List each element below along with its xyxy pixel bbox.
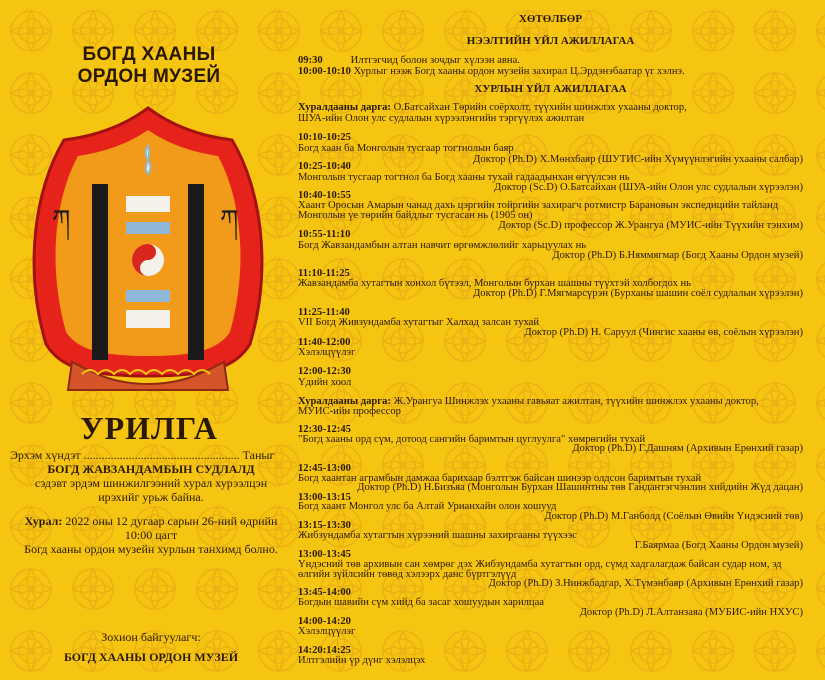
chair-1-line2: ШУА-ийн Олон улс судлалын хүрээлэнгийн тэргүүлэх ажилтан	[298, 113, 585, 124]
talk-15-title: Хэлэлцүүлэг	[298, 626, 356, 637]
session-title: ХУРЛЫН ҮЙЛ АЖИЛЛАГАА	[474, 83, 627, 95]
chair-text: О.Батсайхан Төрийн соёрхолт, түүхийн шинжлэх ухааны доктор,	[393, 102, 687, 113]
chair-label: Хуралдааны дарга:	[298, 102, 391, 113]
text: Илтгэгчид болон зочдыг хүлээн авна.	[350, 55, 520, 66]
chair-1	[298, 102, 803, 113]
lunch-time: 12:00-12:30	[298, 366, 351, 377]
opening-title: НЭЭЛТИЙН ҮЙЛ АЖИЛЛАГАА	[466, 35, 635, 47]
dear-line	[10, 448, 292, 462]
talk-2-time: 10:25-10:40	[298, 161, 351, 172]
text: Хурлыг нээж Богд хааны ордон музейн захирал Ц.Эрдэнэбаатар үг хэлнэ.	[353, 66, 685, 77]
talk-13-time: 13:00-13:45	[298, 549, 351, 560]
invite-line1: сэдэвт эрдэм шинжилгээний хурал хурээлцэн	[34, 476, 268, 490]
talk-10-author: Доктор (Ph.D) Н.Бизъяа (Монголын Бурхан Шашинтны төв Гандантэгчэнлин хийдийн Жүд дацан)	[357, 482, 803, 493]
dear-suffix: Таныг	[242, 448, 275, 462]
talk-5-time: 11:10-11:25	[298, 268, 350, 279]
time-text: 2022 оны 12 дугаар сарын 26-ний өдрийн	[65, 514, 278, 528]
organizer-name: БОГД ХААНЫ ОРДОН МУЗЕЙ	[63, 650, 239, 664]
place-text: Богд хааны ордон музейн хурлын танхимд болно.	[24, 542, 278, 556]
talk-11-time: 13:00-13:15	[298, 492, 351, 503]
talk-6-title: VII Богд Живзундамба хутагтыг Халхад залсан тухай	[298, 317, 540, 328]
talk-3-time: 10:40-10:55	[298, 190, 351, 201]
talk-1-title: Богд хаан ба Монголын тусгаар тогтнолын баяр	[298, 143, 514, 154]
organizer-label: Зохион байгуулагч:	[101, 630, 201, 644]
conference-name: БОГД ЖАВЗАНДАМБЫН СУДЛАЛД	[47, 462, 255, 476]
talk-3-title-2: Монголын үе төрийн байдлыг тусгасан нь (1905 он)	[298, 210, 533, 221]
time-label: Хурал:	[24, 514, 63, 528]
talk-11-title: Богд хаант Монгол улс ба Алтай Урианхайн олон хошууд	[298, 501, 557, 512]
svg-text:ཀ: ཀ	[220, 205, 239, 235]
talk-5-author: Доктор (Ph.D) Г.Мягмарсүрэн (Бурханы шашин соёл судлалын хүрээлэн)	[473, 288, 803, 299]
talk-12-author: Г.Баярмаа (Богд Хааны Ордон музей)	[634, 540, 803, 551]
talk-2-title: Монголын тусгаар тогтнол ба Богд хааны тухай гадаадынхан өгүүлсэн нь	[298, 172, 630, 183]
program-title: ХӨТӨЛБӨР	[518, 13, 583, 25]
talk-10-title: Богд хаантан аграмбын дамжаа барихаар бэлтгэж байсан шинээр олдсон баримтын тухай	[298, 473, 702, 484]
chair-2-line2: МУИС-ийн профессор	[298, 406, 401, 417]
talk-3-author: Доктор (Sc.D) профессор Ж.Урангуа (МУИС-ийн Түүхийн тэнхим)	[498, 220, 803, 231]
talk-11-author: Доктор (Ph.D) М.Ганболд (Соёлын Өвийн Үндэсний төв)	[544, 511, 803, 522]
talk-10-time: 12:45-13:00	[298, 463, 351, 474]
talk-3-title: Хаант Оросын Амарын чанад дахь цэргийн тойргийн захирагч ротмистр Барановын экспедицийн тайланд	[298, 200, 779, 211]
museum-title-line2: ОРДОН МУЗЕЙ	[77, 66, 221, 87]
talk-7-title: Хэлэлцүүлэг	[298, 347, 356, 358]
talk-6-time: 11:25-11:40	[298, 307, 350, 318]
invitation-title: УРИЛГА	[80, 410, 218, 446]
talk-14-author: Доктор (Ph.D) Л.Алтанзаяа (МУБИС-ийн НХУС)	[579, 607, 803, 618]
talk-2-author: Доктор (Sc.D) О.Батсайхан (ШУА-ийн Олон улс судлалын хүрээлэн)	[494, 182, 803, 193]
dear-dots: ....................................................	[83, 448, 240, 462]
talk-13-title-2: өлгийн зүйлсийн төвөд хэлээрх данс бүртгэлүүд	[298, 569, 517, 580]
talk-4-time: 10:55-11:10	[298, 229, 351, 240]
talk-15-time: 14:00-14:20	[298, 616, 351, 627]
talk-12-time: 13:15-13:30	[298, 520, 351, 531]
chair-text: Ж.Урангуа Шинжлэх ухааны гавьяат ажилтан, түүхийн шинжлэх ухааны доктор,	[393, 396, 759, 407]
talk-12-title: Жибзундамба хутагтын хүрээний шашны захиргааны түүхээс	[298, 530, 577, 541]
opening-item-1	[298, 55, 803, 66]
talk-4-author: Доктор (Ph.D) Б.Няммягмар (Богд Хааны Ордон музей)	[552, 250, 803, 261]
lunch-title: Үдийн хоол	[298, 377, 352, 388]
talk-9-time: 12:30-12:45	[298, 424, 351, 435]
talk-1-author: Доктор (Ph.D) Х.Мөнхбаяр (ШУТИС-ийн Хүмүүнлэгийн ухааны салбар)	[473, 154, 803, 165]
dear-prefix: Эрхэм хүндэт	[10, 448, 81, 462]
time-text2: 10:00 цагт	[124, 528, 178, 542]
talk-16-title: Илтгэлийн үр дүнг хэлэлцэх	[298, 655, 426, 666]
talk-13-author: Доктор (Ph.D) З.Нинжбадгар, Х.Түмэнбаяр (Архивын Ерөнхий газар)	[488, 578, 803, 589]
talk-7-time: 11:40-12:00	[298, 337, 351, 348]
invite-line2: ирэхийг урьж байна.	[98, 490, 204, 504]
time: 10:00-10:10	[298, 66, 351, 77]
svg-text:ཀ: ཀ	[52, 205, 71, 235]
chair-label: Хуралдааны дарга:	[298, 396, 391, 407]
museum-title	[0, 44, 298, 88]
museum-title-line1: БОГД ХААНЫ	[82, 44, 216, 65]
meeting-time	[10, 514, 292, 528]
talk-6-author: Доктор (Ph.D) Н. Саруул (Чингис хааны өв, соёлын хүрээлэн)	[524, 327, 803, 338]
talk-14-title: Богдын шавийн сүм хийд ба засаг хошуудын харилцаа	[298, 597, 545, 608]
talk-4-title: Богд Жавзандамбын алтан навчит өргөмжлөлийг харьцуулах нь	[298, 240, 587, 251]
talk-9-author: Доктор (Ph.D) Г.Дашням (Архивын Ерөнхий газар)	[572, 443, 803, 454]
invitation-panel	[0, 0, 298, 680]
time: 09:30	[298, 55, 323, 66]
talk-13-title: Үндэсний төв архивын сан хөмрөг дэх Жибзундамба хутагтын орд, сүмд хадгалагдаж байсан судар ном, эд	[298, 559, 782, 570]
talk-1-time: 10:10-10:25	[298, 132, 351, 143]
talk-9-title: "Богд хааны орд сүм, дотоод сангийн баримтын цуглуулга" хөмрөгийн тухай	[298, 434, 646, 445]
talk-14-time: 13:45-14:00	[298, 587, 351, 598]
talk-16-time: 14:20:14:25	[298, 645, 351, 656]
bogd-throne-robe-image	[22, 100, 274, 396]
talk-5-title: Жавзандамба хутагтын хонхол бүтээл, Монголын бурхан шашны түүхтэй холбогдох нь	[298, 278, 692, 289]
opening-item-2	[298, 66, 803, 77]
